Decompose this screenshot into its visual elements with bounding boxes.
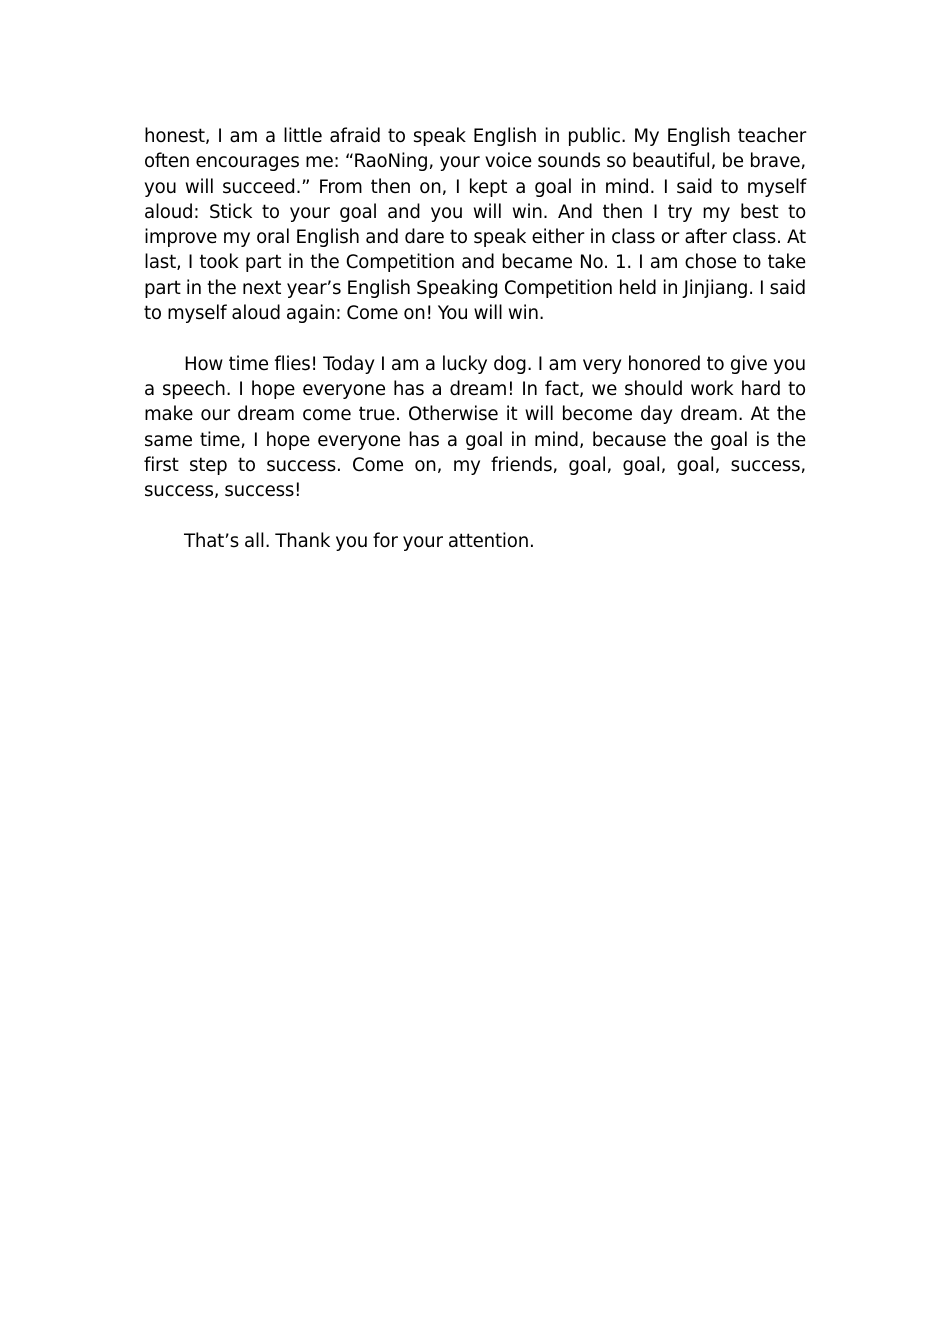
- paragraph-competition-story: honest, I am a little afraid to speak English in public. My English teacher often encourages me: “RaoNing, your voice sounds so beautiful, be brave, you will succeed.” From then on, I kept a goal in mind. I said to myself aloud: Stick to your goal and you will win. And then I try my best to improve my oral English and dare to speak either in class or after class. At last, I took part in the Competition and became No. 1. I am chose to take part in the next year’s English Speaking Competition held in Jinjiang. I said to myself aloud again: Come on! You will win.: [144, 126, 806, 325]
- paragraph-closing: That’s all. Thank you for your attention.: [184, 530, 535, 552]
- document-body: [144, 124, 806, 554]
- paragraph-dream-and-goal: How time flies! Today I am a lucky dog. I am very honored to give you a speech. I hope everyone has a dream! In fact, we should work hard to make our dream come true. Otherwise it will become day dream. At the same time, I hope everyone has a goal in mind, because the goal is the first step to success. Come on, my friends, goal, goal, goal, success, success, success!: [144, 353, 806, 502]
